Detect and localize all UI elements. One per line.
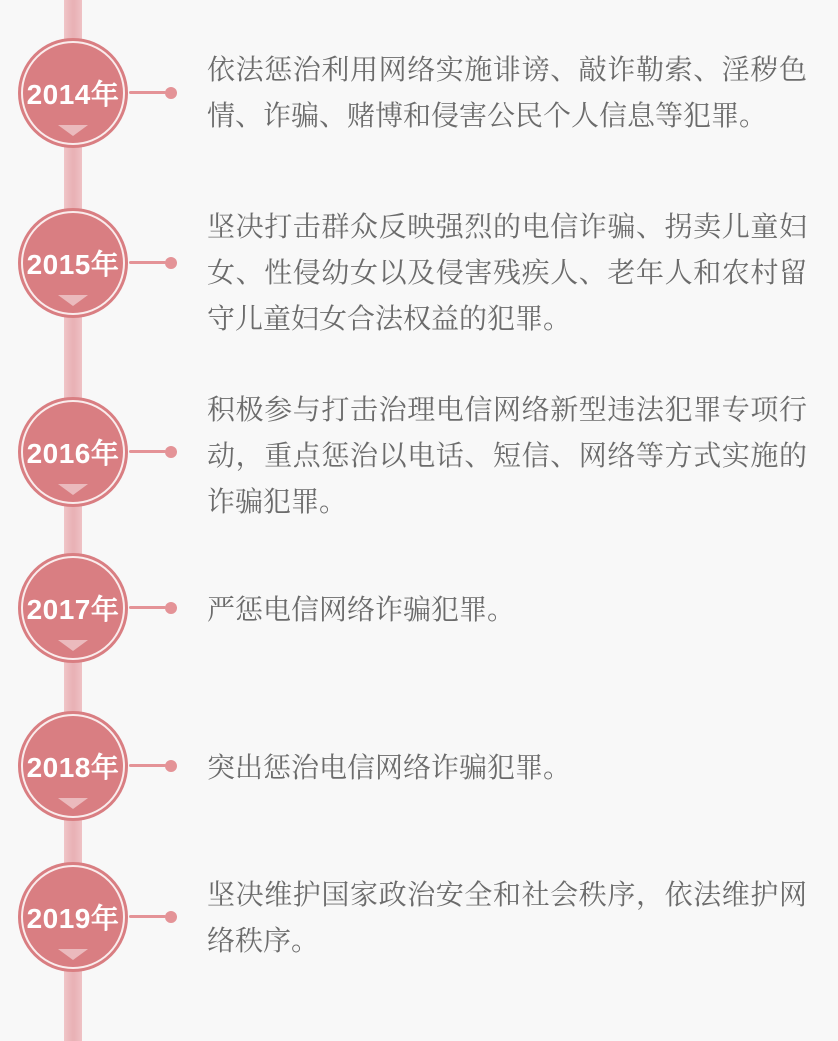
chevron-down-icon — [58, 295, 88, 306]
chevron-down-icon — [58, 798, 88, 809]
year-badge — [18, 397, 128, 507]
connector-dot-icon — [165, 602, 177, 614]
event-description — [207, 204, 807, 342]
event-description — [207, 387, 807, 525]
year-label: 2015年 — [26, 249, 120, 280]
description-line: 女、性侵幼女以及侵害残疾人、老年人和农村留 — [207, 257, 807, 288]
description-line: 突出惩治电信网络诈骗犯罪。 — [207, 752, 572, 783]
description-line: 严惩电信网络诈骗犯罪。 — [207, 594, 516, 625]
chevron-down-icon — [58, 949, 88, 960]
year-badge — [18, 862, 128, 972]
event-description — [207, 587, 807, 633]
connector-line — [129, 450, 166, 453]
year-label: 2014年 — [26, 79, 120, 110]
event-description — [207, 872, 807, 964]
year-badge — [18, 208, 128, 318]
description-line: 诈骗犯罪。 — [207, 486, 348, 517]
description-line: 动，重点惩治以电话、短信、网络等方式实施的 — [207, 440, 807, 471]
year-badge — [18, 553, 128, 663]
connector-dot-icon — [165, 87, 177, 99]
year-badge — [18, 38, 128, 148]
connector-line — [129, 915, 166, 918]
description-line: 坚决打击群众反映强烈的电信诈骗、拐卖儿童妇 — [207, 211, 807, 242]
connector-dot-icon — [165, 257, 177, 269]
year-label: 2017年 — [26, 594, 120, 625]
year-label: 2019年 — [26, 903, 120, 934]
chevron-down-icon — [58, 125, 88, 136]
description-line: 络秩序。 — [207, 925, 320, 956]
description-line: 守儿童妇女合法权益的犯罪。 — [207, 303, 572, 334]
event-description — [207, 745, 807, 791]
description-line: 坚决维护国家政治安全和社会秩序，依法维护网 — [207, 879, 807, 910]
year-label: 2016年 — [26, 438, 120, 469]
description-line: 依法惩治利用网络实施诽谤、敲诈勒索、淫秽色 — [207, 54, 807, 85]
description-line: 情、诈骗、赌博和侵害公民个人信息等犯罪。 — [207, 100, 768, 131]
chevron-down-icon — [58, 484, 88, 495]
event-description — [207, 47, 807, 139]
connector-line — [129, 606, 166, 609]
connector-line — [129, 764, 166, 767]
connector-dot-icon — [165, 911, 177, 923]
chevron-down-icon — [58, 640, 88, 651]
description-line: 积极参与打击治理电信网络新型违法犯罪专项行 — [207, 394, 807, 425]
connector-dot-icon — [165, 446, 177, 458]
year-label: 2018年 — [26, 752, 120, 783]
year-badge — [18, 711, 128, 821]
connector-dot-icon — [165, 760, 177, 772]
connector-line — [129, 261, 166, 264]
connector-line — [129, 91, 166, 94]
